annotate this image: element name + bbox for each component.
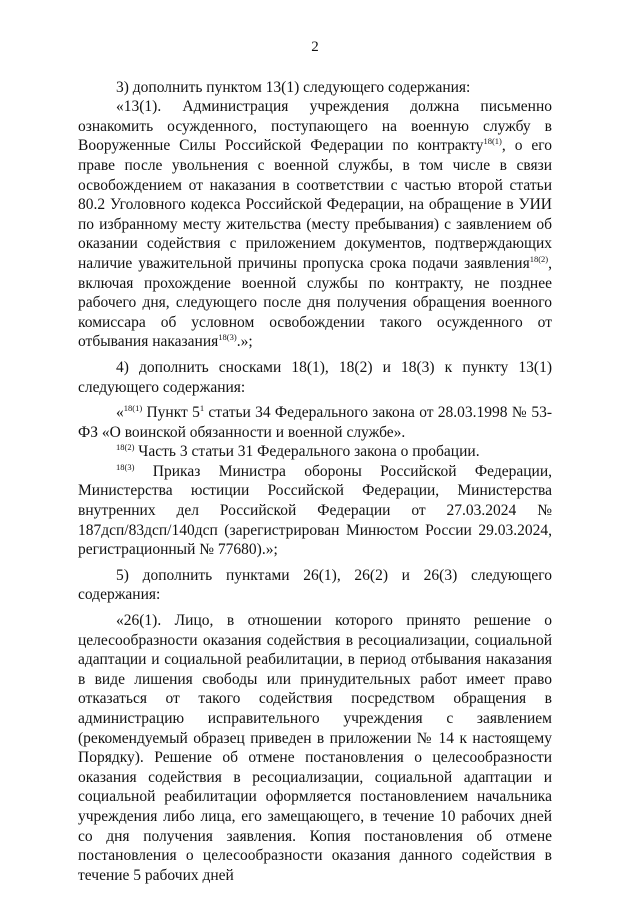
- clause-13-1-text-c: , включая прохождение военной службы по контракту, не позднее рабочего дня, следующего после дня получения обращения военного комиссара об условном освобождении такого осужденного от отбывания наказания: [78, 254, 552, 351]
- footnote-18-1-sup: 1: [199, 402, 205, 413]
- footnote-18-2-paragraph: [78, 442, 552, 462]
- footnote-18-1-text-a: Пункт 5: [142, 404, 200, 422]
- footnote-18-2-mark: 18(2): [116, 442, 135, 453]
- item-5-paragraph: 5) дополнить пунктами 26(1), 26(2) и 26(3) следующего содержания:: [78, 566, 552, 604]
- footnote-18-2-text: Часть 3 статьи 31 Федерального закона о пробации.: [134, 443, 480, 461]
- footnote-ref-18-1: 18(1): [483, 136, 502, 147]
- clause-26-1-paragraph: «26(1). Лицо, в отношении которого принято решение о целесообразности оказания содействия в ресоциализации, социальной адаптации и социальной реабилитации, в период отбывания наказания в виде лишения свободы или принудительных работ имеет право отказаться от такого содействия посредством обращения в администрацию исправительного учреждения с заявлением (рекомендуемый образец приведен в приложении № 14 к настоящему Порядку). Решение об отмене постановления о целесообразности оказания содействия в ресоциализации, социальной адаптации и социальной реабилитации оформляется постановлением начальника учреждения либо лица, его замещающего, в течение 10 рабочих дней со дня получения заявления. Копия постановления об отмене постановления о целесообразности оказания данного содействия в течение 5 рабочих дней: [78, 612, 552, 884]
- footnote-18-3-text: Приказ Министра обороны Российской Федерации, Министерства юстиции Российской Федерации, Министерства внутренних дел Российской Федерации от 27.03.2024 № 187дсп/83дсп/140дсп (зарегистрирован Минюстом России 29.03.2024, регистрационный № 77680).»;: [78, 462, 552, 559]
- footnote-ref-18-3: 18(3): [218, 332, 237, 343]
- footnote-18-1-paragraph: [78, 403, 552, 442]
- clause-13-1-text-a: «13(1). Администрация учреждения должна письменно ознакомить осужденного, поступающего на военную службу в Вооруженные Силы Российской Федерации по контракту: [78, 98, 552, 155]
- item-3-paragraph: 3) дополнить пунктом 13(1) следующего содержания:: [116, 78, 471, 96]
- item-4-paragraph: 4) дополнить сносками 18(1), 18(2) и 18(3) к пункту 13(1) следующего содержания:: [78, 358, 552, 396]
- footnote-18-3-paragraph: [78, 462, 552, 560]
- clause-13-1-text-d: .»;: [236, 333, 253, 351]
- footnote-18-1-mark: 18(1): [123, 402, 143, 413]
- page-number: 2: [311, 39, 319, 55]
- clause-13-1-paragraph: [78, 97, 552, 352]
- footnote-18-3-mark: 18(3): [116, 461, 135, 472]
- footnote-ref-18-2: 18(2): [529, 253, 549, 264]
- footnote-18-1-text-b: статьи 34 Федерального закона от 28.03.1998 № 53-ФЗ «О воинской обязанности и военной службе».: [78, 404, 552, 441]
- clause-13-1-text-b: , о его праве после увольнения с военной службы, в том числе в связи освобождением от наказания в соответствии с частью второй статьи 80.2 Уголовного кодекса Российской Федерации, на обращение в УИИ по избранному месту жительства (месту пребывания) с заявлением об оказании содействия с приложением документов, подтверждающих наличие уважительной причины пропуска срока подачи заявления: [78, 137, 553, 272]
- footnote-18-1-open-quote: «: [116, 404, 124, 422]
